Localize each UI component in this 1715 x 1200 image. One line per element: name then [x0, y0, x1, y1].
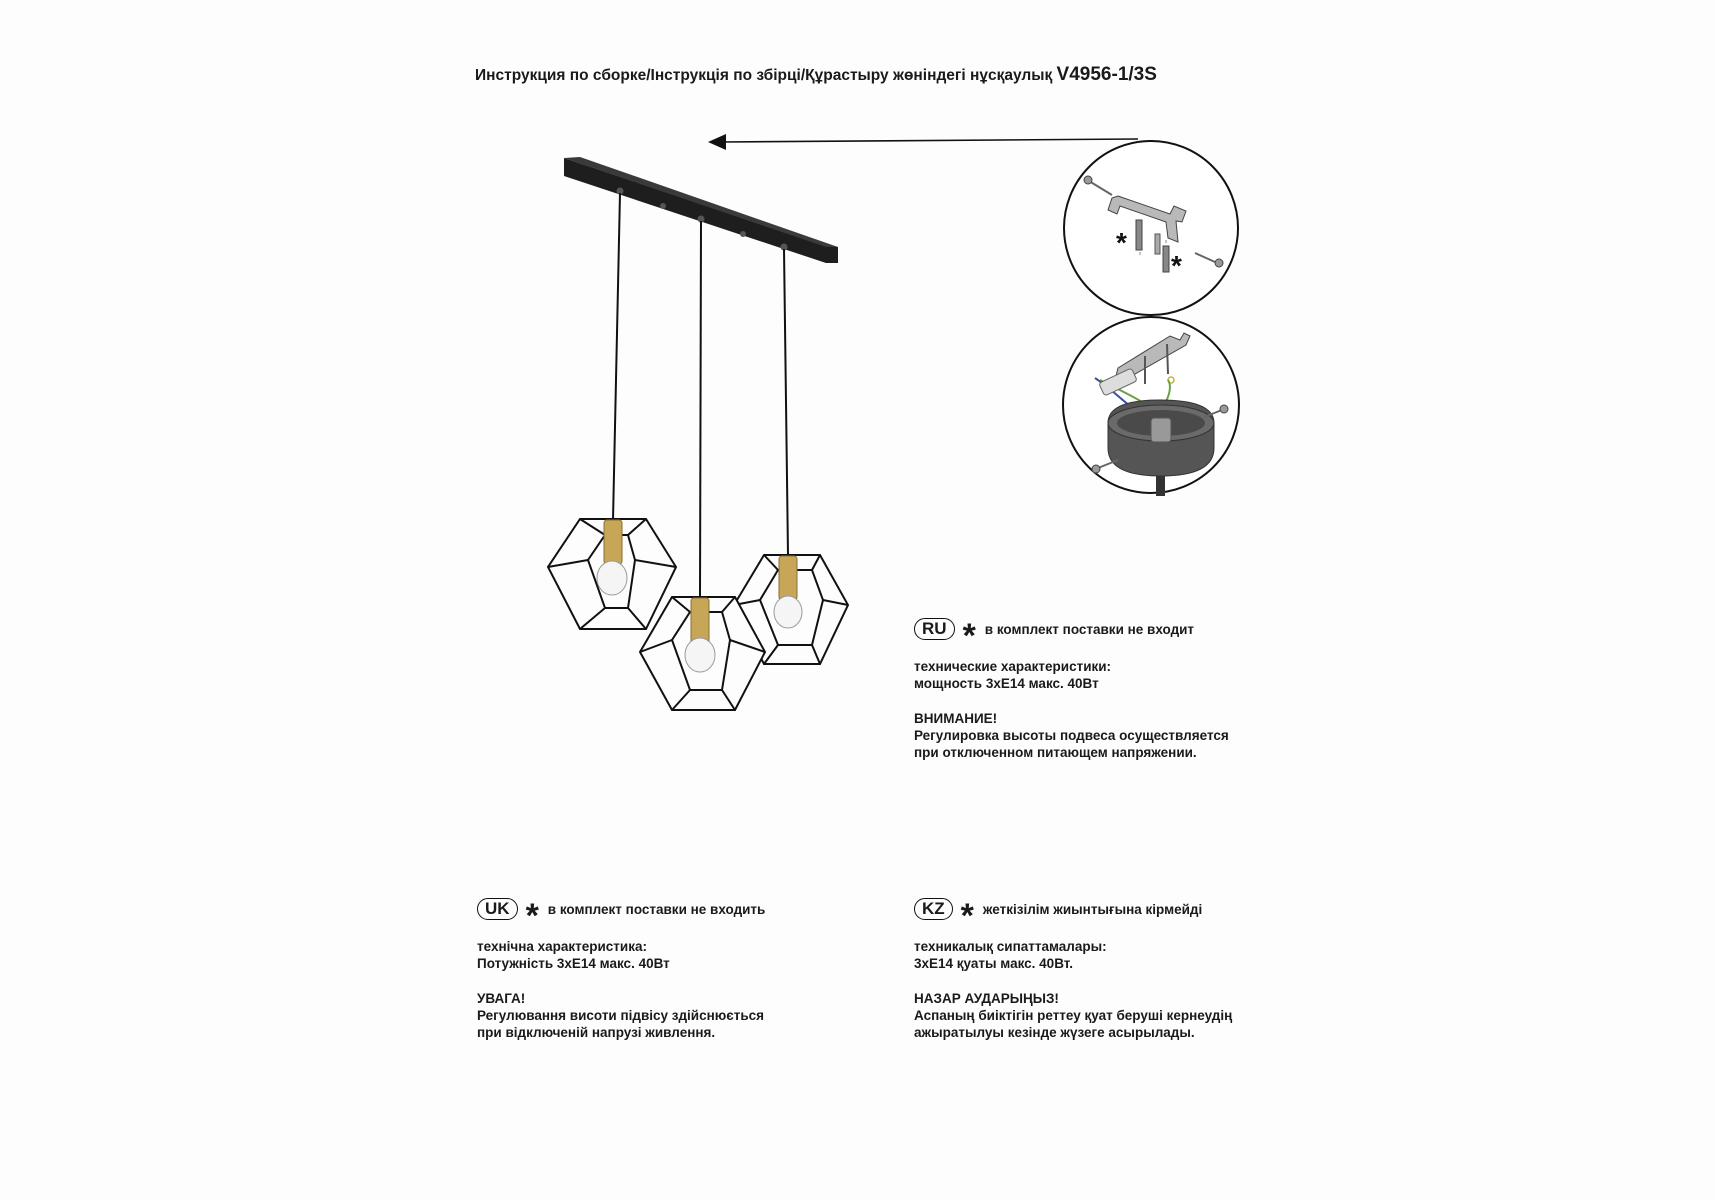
kz-specs	[914, 938, 1232, 972]
pendant-lamp-icon	[548, 157, 848, 710]
lang-badge-uk: UK	[477, 898, 518, 920]
section-uk	[477, 896, 765, 1041]
section-kz	[914, 896, 1232, 1041]
kz-not-included-row	[914, 896, 1232, 935]
uk-not-included-row	[477, 896, 766, 935]
uk-warning-heading: УВАГА!	[477, 991, 526, 1006]
uk-spec-value: Потужність 3хЕ14 макс. 40Вт	[477, 956, 670, 971]
title-text: Инструкция по сборке/Інструкція по збірці/Құрастыру жөніндегі нұсқаулық	[475, 67, 1053, 84]
uk-warning-line2: при відключеній напрузі живлення.	[477, 1025, 716, 1040]
arrow-left-icon	[708, 134, 1138, 150]
ru-warning-line2: при отключенном питающем напряжении.	[914, 745, 1197, 760]
model-number: V4956-1/3S	[1056, 64, 1157, 85]
mounting-bracket-icon	[1064, 141, 1238, 315]
kz-warning-heading: НАЗАР АУДАРЫҢЫЗ!	[914, 991, 1059, 1006]
ru-warning	[914, 710, 1229, 761]
ru-spec-value: мощность 3хЕ14 макс. 40Вт	[914, 676, 1099, 691]
lang-badge-kz: KZ	[914, 898, 953, 920]
kz-warning	[914, 990, 1232, 1041]
ru-warning-heading: ВНИМАНИЕ!	[914, 711, 998, 726]
uk-spec-heading: технічна характеристика:	[477, 939, 647, 954]
lang-badge-ru: RU	[914, 618, 955, 640]
kz-spec-value: 3хЕ14 қуаты макс. 40Вт.	[914, 956, 1073, 971]
kz-warning-line2: ажыратылуы кезінде жүзеге асырылады.	[914, 1025, 1195, 1040]
kz-warning-line1: Аспаның биіктігін реттеу қуат беруші кернеудің	[914, 1008, 1233, 1023]
ru-not-included-text: в комплект поставки не входит	[984, 621, 1195, 637]
ru-spec-heading: технические характеристики:	[914, 659, 1112, 674]
section-ru	[914, 616, 1229, 761]
asterisk-icon: *	[1171, 250, 1182, 281]
asterisk-icon: *	[525, 897, 539, 935]
uk-specs	[477, 938, 765, 972]
asterisk-icon: *	[1116, 227, 1127, 258]
kz-spec-heading: техникалық сипаттамалары:	[914, 939, 1107, 954]
ru-warning-line1: Регулировка высоты подвеса осуществляется	[914, 728, 1229, 743]
ru-not-included-row	[914, 616, 1229, 655]
uk-warning-line1: Регулювання висоти підвісу здійснюється	[477, 1008, 765, 1023]
ceiling-canopy-icon	[1063, 317, 1239, 496]
asterisk-icon: *	[960, 897, 974, 935]
kz-not-included-text: жеткізілім жиынтығына кірмейді	[982, 901, 1203, 917]
uk-not-included-text: в комплект поставки не входить	[547, 901, 766, 917]
asterisk-icon: *	[962, 617, 976, 655]
uk-warning	[477, 990, 765, 1041]
ru-specs	[914, 658, 1229, 692]
